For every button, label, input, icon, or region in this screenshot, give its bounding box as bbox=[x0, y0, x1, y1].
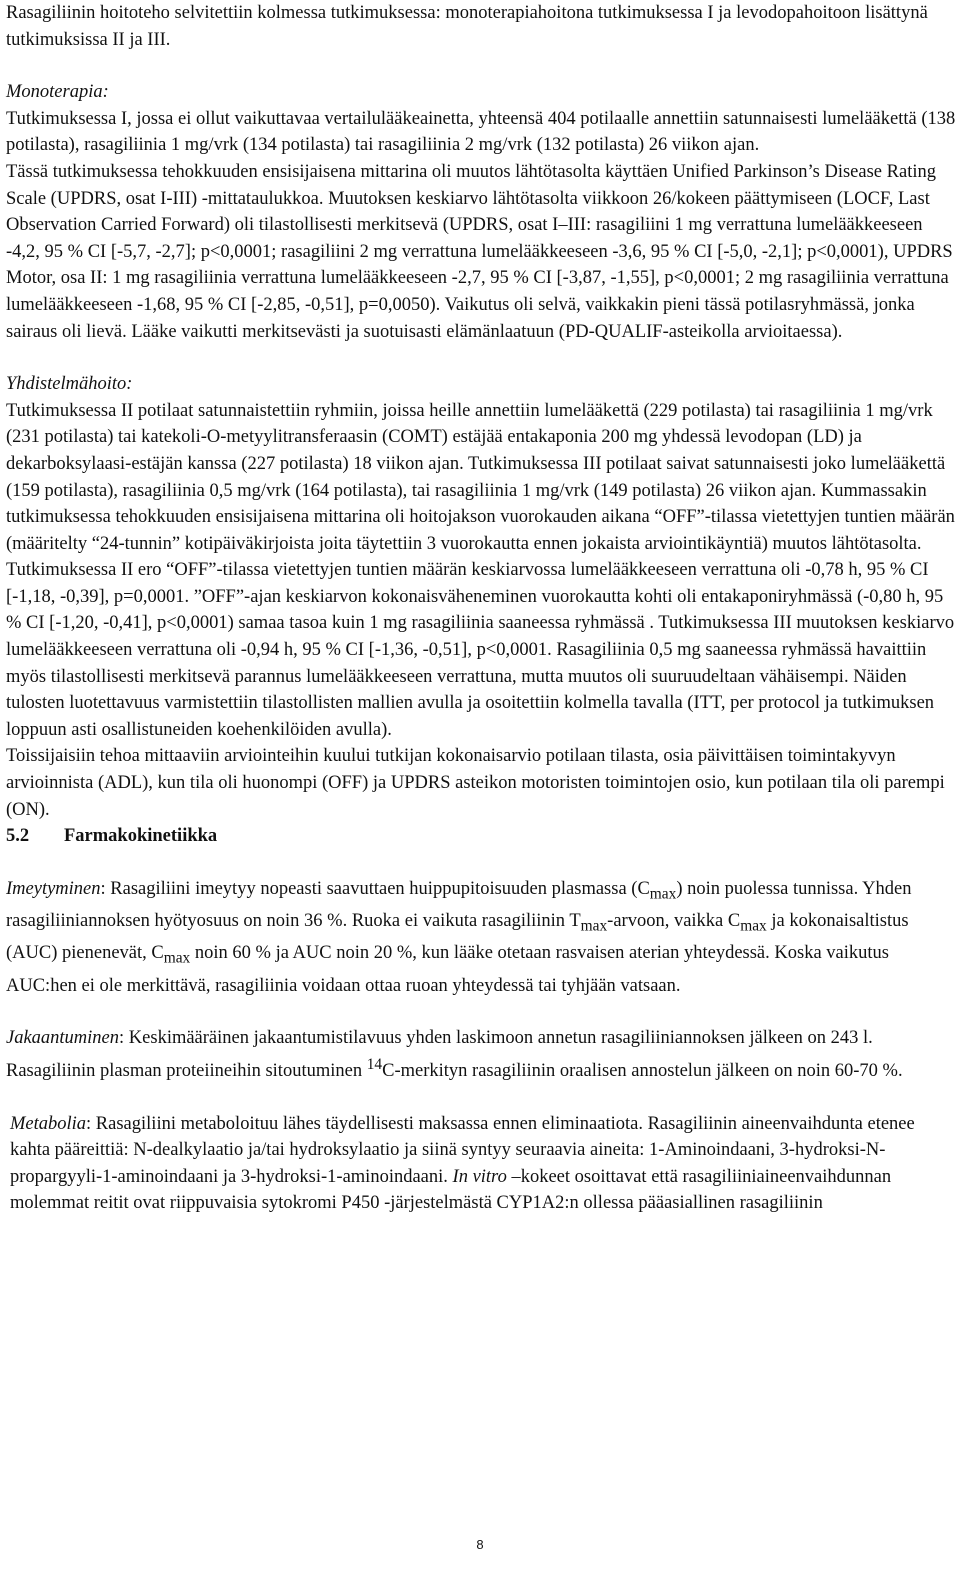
metabolism-text-2: –kokeet osoittavat että rasagiliiniaineenvaihdunnan molemmat reitit ovat riippuvaisia sytokromi P450 -järjestelmästä CYP1A2:n ollessa pääasiallinen rasagiliinin bbox=[10, 1166, 892, 1214]
intro-paragraph: Rasagiliinin hoitoteho selvitettiin kolmessa tutkimuksessa: monoterapiahoitona tutkimuksessa I ja levodopahoitoon lisättynä tutkimuksissa II ja III. bbox=[6, 3, 928, 50]
document-page bbox=[6, 0, 956, 1217]
combination-paragraph-2: Tutkimuksessa II ero “OFF”-tilassa vietettyjen tuntien määrän keskiarvossa lumelääkkeeseen verrattuna oli -0,78 h, 95 % CI [-1,18, -0,39], p=0,0001. ”OFF”-ajan keskiarvon kokonaisväheneminen vuorokautta kohti oli entakaponiryhmässä (-0,80 h, 95 % CI [-1,20, -0,41], p<0,0001) samaa tasoa kuin 1 mg rasagiliinia saaneessa ryhmässä . Tutkimuksessa III muutoksen keskiarvo lumelääkkeeseen verrattuna oli -0,94 h, 95 % CI [-1,36, -0,51], p<0,0001. Rasagiliinia 0,5 mg saaneessa ryhmässä havaittiin myös tilastollisesti merkitsevä parannus lumelääkkeeseen verrattuna, mutta muutos oli suuruudeltaan vähäisempi. Näiden tulosten luotettavuus varmistettiin tilastollisten mallien avulla ja osoitettiin kolmella tavalla (ITT, per protocol ja tutkimuksen loppuun asti osallistuneiden koehenkilöiden avulla). bbox=[6, 560, 955, 740]
section-heading bbox=[6, 823, 956, 850]
monotherapy-paragraph-2: Tässä tutkimuksessa tehokkuuden ensisijaisena mittarina oli muutos lähtötasolta käyttäen Unified Parkinson’s Disease Rating Scale (UPDRS, osat I-III) -mittataulukkoa. Muutoksen keskiarvo lähtötasolta viikkoon 26/kokeen päättymiseen (LOCF, Last Observation Carried Forward) oli tilastollisesti merkitsevä (UPDRS, osat I–III: rasagiliini 1 mg verrattuna lumelääkkeeseen -4,2, 95 % CI [-5,7, -2,7]; p<0,0001; rasagiliini 2 mg verrattuna lumelääkkeeseen -3,6, 95 % CI [-5,0, -2,1]; p<0,0001), UPDRS Motor, osa II: 1 mg rasagiliinia verrattuna lumelääkkeeseen -2,7, 95 % CI [-3,87, -1,55], p<0,0001; 2 mg rasagiliinia verrattuna lumelääkkeeseen -1,68, 95 % CI [-2,85, -0,51], p=0,0050). Vaikutus oli selvä, vaikkakin pieni tässä potilasryhmässä, jonka sairaus oli lievä. Lääke vaikutti merkitsevästi ja suotuisasti elämänlaatuun (PD-QUALIF-asteikolla arvioitaessa). bbox=[6, 161, 953, 342]
combination-heading: Yhdistelmähoito: bbox=[6, 374, 133, 395]
metabolism-text-1: : Rasagiliini metaboloituu lähes täydellisesti maksassa ennen eliminaatiota. Rasagiliinin aineenvaihdunta etenee kahta pääreittiä: N-dealkylaatio ja/tai hydroksylaatio ja siinä syntyy seuraavia aineita: 1-Aminoindaani, 3-hydroksi-N-propargyyli-1-aminoindaani ja 3-hydroksi-1-aminoindaani. bbox=[10, 1113, 915, 1187]
in-vitro-term: In vitro bbox=[452, 1166, 507, 1187]
section-number: 5.2 bbox=[6, 826, 30, 847]
absorption-text-1: : Rasagiliini imeytyy nopeasti saavuttaen huippupitoisuuden plasmassa (C bbox=[100, 878, 650, 899]
absorption-text-3: -arvoon, vaikka C bbox=[607, 911, 741, 932]
cmax-subscript: max bbox=[740, 917, 767, 935]
combination-paragraph-3: Toissijaisiin tehoa mittaaviin arviointeihin kuului tutkijan kokonaisarvio potilaan tilasta, osia päivittäisen toimintakyvyn arvioinnista (ADL), kun tila oli huonompi (OFF) ja UPDRS asteikon motoristen toimintojen osio, kun potilaan tila oli parempi (ON). bbox=[6, 746, 945, 820]
distribution-label: Jakaantuminen bbox=[6, 1028, 120, 1049]
metabolism-paragraph bbox=[6, 1111, 956, 1217]
monotherapy-heading: Monoterapia: bbox=[6, 82, 109, 103]
absorption-label: Imeytyminen bbox=[6, 878, 101, 899]
section-title: Farmakokinetiikka bbox=[64, 826, 218, 847]
tmax-subscript: max bbox=[580, 917, 608, 935]
metabolism-label: Metabolia bbox=[10, 1113, 87, 1134]
isotope-superscript: 14 bbox=[366, 1055, 383, 1073]
distribution-text-1: : Keskimääräinen jakaantumistilavuus yhden laskimoon annetun rasagiliiniannoksen jälkeen on 243 l. Rasagiliinin plasman proteiineihin sitoutuminen bbox=[6, 1028, 873, 1081]
cmax-subscript: max bbox=[163, 950, 191, 968]
distribution-text-2: C-merkityn rasagiliinin oraalisen annostelun jälkeen on noin 60-70 %. bbox=[382, 1061, 903, 1081]
absorption-text-5: noin 60 % ja AUC noin 20 %, kun lääke otetaan rasvaisen aterian yhteydessä. Koska vaikutus AUC:hen ei ole merkittävä, rasagiliinia voidaan ottaa ruoan yhteydessä tai tyhjään vatsaan. bbox=[6, 943, 889, 996]
monotherapy-paragraph-1: Tutkimuksessa I, jossa ei ollut vaikuttavaa vertailulääkeainetta, yhteensä 404 potilaalle annettiin satunnaisesti lumelääkettä (138 potilasta), rasagiliinia 1 mg/vrk (134 potilasta) tai rasagiliinia 2 mg/vrk (132 potilasta) 26 viikon ajan. bbox=[6, 108, 956, 156]
combination-paragraph-1: Tutkimuksessa II potilaat satunnaistettiin ryhmiin, joissa heille annettiin lumelääkettä (229 potilasta) tai rasagiliinia 1 mg/vrk (231 potilasta) tai katekoli-O-metyylitransferaasin (COMT) estäjää entakaponia 200 mg yhdessä levodopan (LD) ja dekarboksylaasi-estäjän kanssa (227 potilasta) 18 viikon ajan. Tutkimuksessa III potilaat saivat satunnaisesti joko lumelääkettä (159 potilasta), rasagiliinia 0,5 mg/vrk (164 potilasta), tai rasagiliinia 1 mg/vrk (149 potilasta) 26 viikon ajan. Kummassakin tutkimuksessa tehokkuuden ensisijaisena mittarina oli hoitojakson vuorokauden aikana “OFF”-tilassa vietettyjen tuntien määrän (määritelty “24-tunnin” kotipäiväkirjoista joita täytettiin 3 vuorokautta ennen jokaista arviointikäyntiä) muutos lähtötasolta. bbox=[6, 400, 955, 554]
absorption-paragraph bbox=[6, 876, 956, 999]
absorption-text-4: ja kokonaisaltistus (AUC) pienenevät, C bbox=[6, 911, 909, 964]
absorption-text-2: ) noin puolessa tunnissa. Yhden rasagiliiniannoksen hyötyosuus on noin 36 %. Ruoka ei vaikuta rasagiliinin T bbox=[6, 878, 912, 932]
cmax-subscript: max bbox=[649, 885, 677, 903]
distribution-paragraph bbox=[6, 1025, 956, 1084]
page-number: 8 bbox=[476, 1537, 484, 1552]
